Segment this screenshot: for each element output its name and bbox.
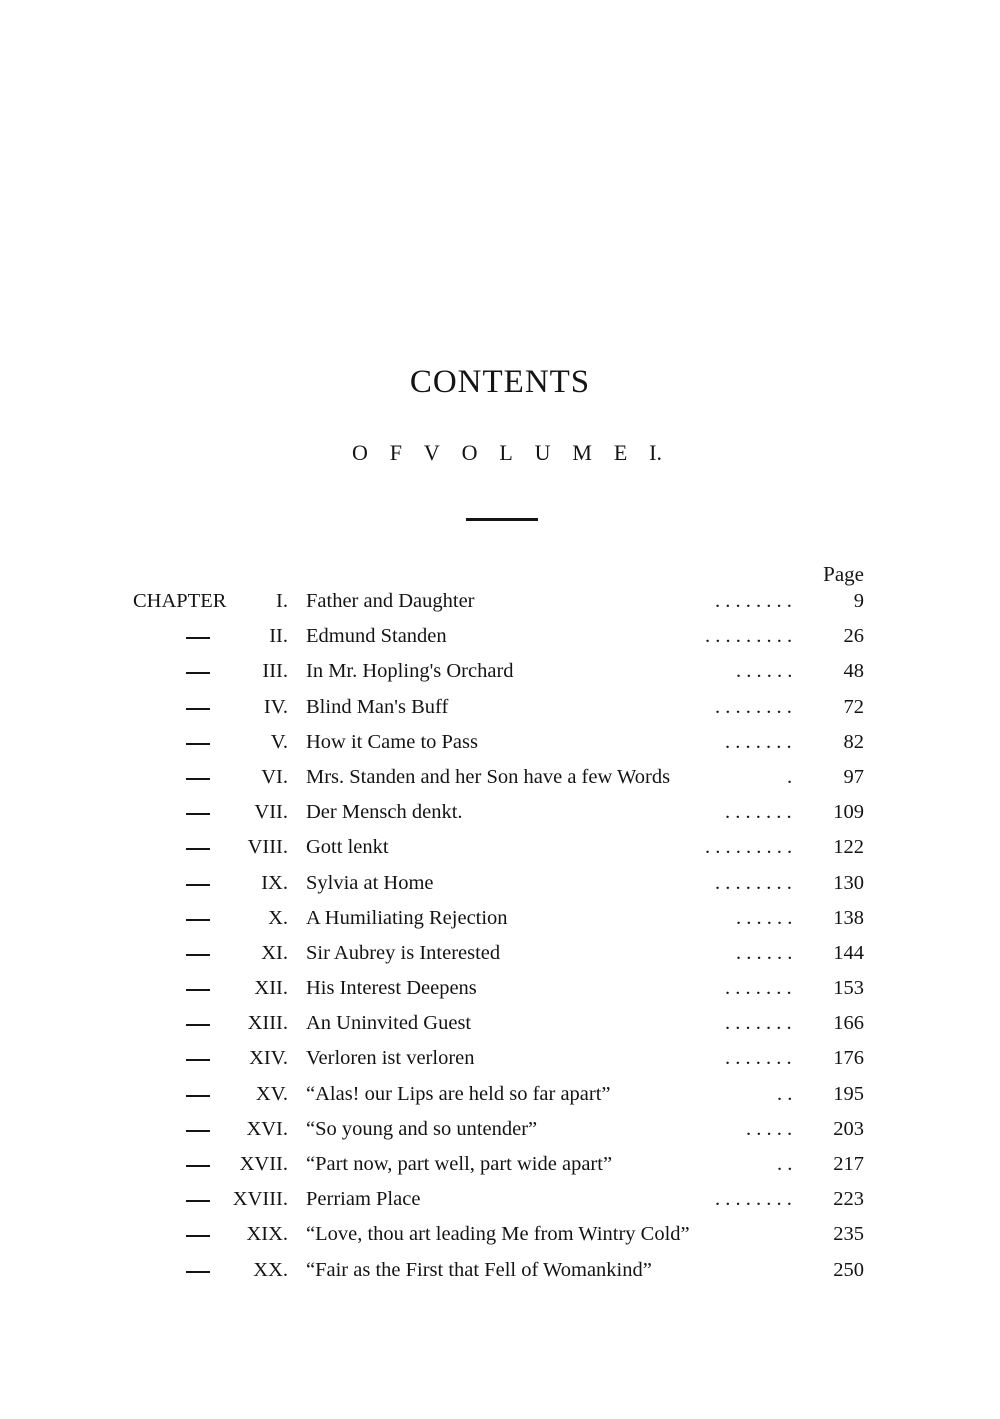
page-number: 235 [833,1223,864,1246]
toc-row [0,1077,1000,1112]
chapter-number: I. [276,590,288,612]
chapter-title: Gott lenkt [306,836,389,859]
ditto-dash [186,1235,210,1237]
chapter-title: Blind Man's Buff [306,695,449,718]
chapter-title: Father and Daughter [306,590,475,612]
ditto-dash [186,1271,210,1273]
ditto-dash [186,1024,210,1026]
toc-row [0,1006,1000,1041]
ditto-dash [186,989,210,991]
ditto-dash [186,637,210,639]
leader-dots: . . . . . . . . . [705,836,792,859]
chapter-title: “Alas! our Lips are held so far apart” [306,1082,611,1105]
toc-row [0,1253,1000,1288]
leader-dots: . . . . . . . [725,977,792,1000]
page-number: 217 [833,1153,864,1175]
subtitle-letter: V [423,440,440,465]
page-number: 122 [833,836,864,859]
leader-dots: . [787,765,792,788]
chapter-title: His Interest Deepens [306,977,477,1000]
subtitle-letter: U [534,440,551,465]
ditto-dash [186,1095,210,1097]
leader-dots: . . . . . . . [725,801,792,824]
toc-row [0,830,1000,865]
leader-dots: . . . . . . . . [715,590,792,612]
toc-row [0,584,1000,619]
leader-dots: . . . . . . . . [715,695,792,718]
chapter-number: XIII. [247,1012,288,1035]
subtitle-letter: M [572,440,592,465]
chapter-number: II. [269,625,288,648]
chapter-number: VIII. [247,836,288,859]
chapter-number: XV. [255,1082,288,1105]
chapter-word: CHAPTER [133,590,227,612]
toc-row [0,795,1000,830]
page-number: 97 [843,765,864,788]
page-column-label: Page [823,562,864,586]
ditto-dash [186,954,210,956]
page-number: 166 [833,1012,864,1035]
chapter-number: III. [262,660,288,683]
chapter-number: XIV. [249,1047,288,1070]
chapter-title: “So young and so untender” [306,1117,538,1140]
leader-dots: . . . . . . [736,941,792,964]
page-number: 223 [833,1188,864,1211]
chapter-number: IX. [261,871,288,894]
leader-dots: . . . . . . . . . [705,625,792,648]
chapter-title: Sylvia at Home [306,871,434,894]
chapter-title: Sir Aubrey is Interested [306,941,501,964]
toc-row [0,619,1000,654]
subtitle-letter: F [389,440,402,465]
subtitle-letter: L [499,440,513,465]
page-number: 203 [833,1117,864,1140]
chapter-title: Verloren ist verloren [306,1047,475,1070]
leader-dots: . . . . . . [736,906,792,929]
toc-row [0,1217,1000,1252]
ditto-dash [186,919,210,921]
page-number: 144 [833,941,864,964]
page-number: 195 [833,1082,864,1105]
chapter-number: XIX. [246,1223,288,1246]
subtitle-letter: O [461,440,478,465]
chapter-title: Edmund Standen [306,625,447,648]
chapter-number: XVI. [246,1117,288,1140]
volume-subtitle [352,440,662,466]
toc-row [0,654,1000,689]
chapter-number: XI. [261,941,288,964]
ditto-dash [186,1059,210,1061]
chapter-number: V. [270,730,288,753]
toc-row [0,725,1000,760]
leader-dots: . . . . . . . [725,1012,792,1035]
chapter-number: XVII. [239,1153,288,1175]
ditto-dash [186,1200,210,1202]
toc-row [0,971,1000,1006]
page-number: 130 [833,871,864,894]
page-number: 138 [833,906,864,929]
chapter-number: VI. [261,765,288,788]
ditto-dash [186,813,210,815]
leader-dots: . . . . . . . [725,1047,792,1070]
toc-row [0,936,1000,971]
leader-dots: . . . . . . . . [715,871,792,894]
divider-rule [466,518,538,521]
chapter-number: VII. [254,801,288,824]
ditto-dash [186,778,210,780]
page-number: 176 [833,1047,864,1070]
chapter-title: Perriam Place [306,1188,421,1211]
chapter-title: An Uninvited Guest [306,1012,472,1035]
chapter-title: Mrs. Standen and her Son have a few Words [306,765,671,788]
table-of-contents [0,584,1000,1288]
page-number: 9 [853,590,864,612]
subtitle-letter: I. [649,440,662,465]
chapter-title: Der Mensch denkt. [306,801,463,824]
chapter-title: How it Came to Pass [306,730,478,753]
page-number: 48 [843,660,864,683]
toc-row [0,866,1000,901]
leader-dots: . . . . . [746,1117,792,1140]
ditto-dash [186,708,210,710]
chapter-number: XX. [253,1258,288,1281]
toc-row [0,1147,1000,1182]
toc-row [0,1182,1000,1217]
ditto-dash [186,884,210,886]
ditto-dash [186,672,210,674]
chapter-number: XII. [254,977,288,1000]
subtitle-letter: O [352,440,368,465]
leader-dots: . . [777,1082,792,1105]
page-title: CONTENTS [409,364,591,400]
toc-row [0,901,1000,936]
page-number: 153 [833,977,864,1000]
chapter-title: “Love, thou art leading Me from Wintry Cold” [306,1223,690,1246]
page-number: 109 [833,801,864,824]
ditto-dash [186,848,210,850]
leader-dots: . . [777,1153,792,1175]
toc-row [0,690,1000,725]
chapter-number: XVIII. [232,1188,288,1211]
chapter-title: “Part now, part well, part wide apart” [306,1153,613,1175]
toc-row [0,1112,1000,1147]
toc-row [0,760,1000,795]
page-number: 26 [843,625,864,648]
chapter-title: “Fair as the First that Fell of Womankind” [306,1258,652,1281]
page-number: 72 [843,695,864,718]
leader-dots: . . . . . . . . [715,1188,792,1211]
ditto-dash [186,743,210,745]
ditto-dash [186,1130,210,1132]
page-number: 250 [833,1258,864,1281]
subtitle-letter: E [613,440,628,465]
ditto-dash [186,1165,210,1167]
leader-dots: . . . . . . [736,660,792,683]
leader-dots: . . . . . . . [725,730,792,753]
toc-row [0,1041,1000,1076]
chapter-title: A Humiliating Rejection [306,906,508,929]
chapter-number: X. [268,906,288,929]
page-number: 82 [843,730,864,753]
chapter-title: In Mr. Hopling's Orchard [306,660,514,683]
chapter-number: IV. [263,695,288,718]
